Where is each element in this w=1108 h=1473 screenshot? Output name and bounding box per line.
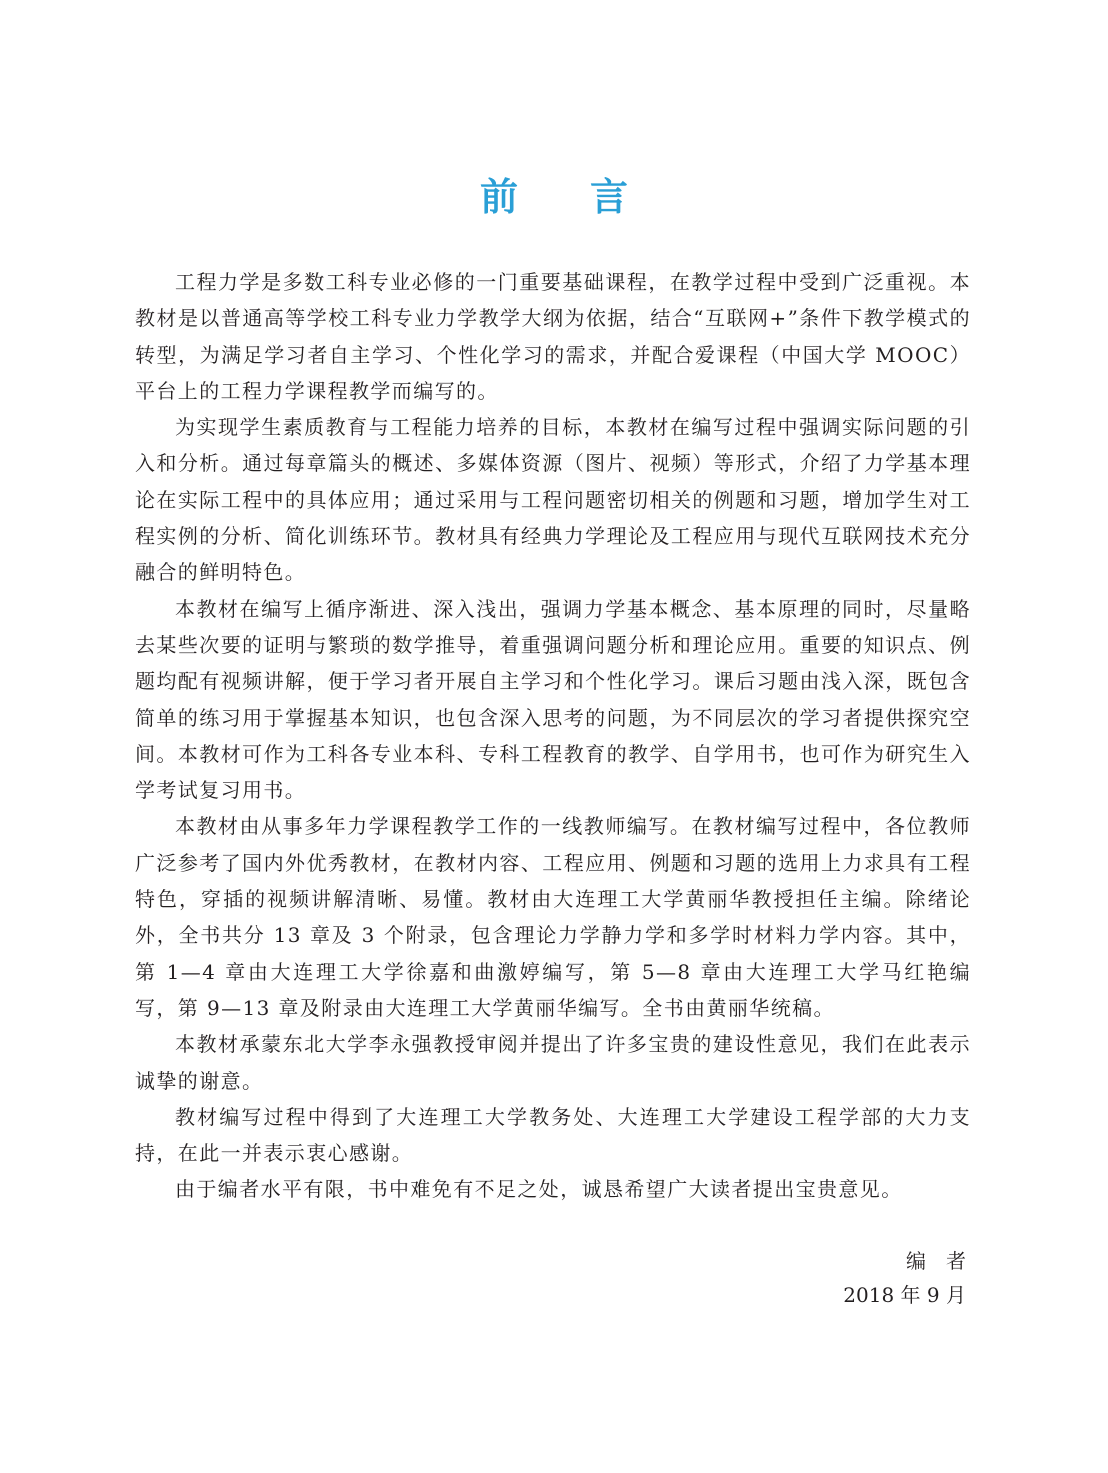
page-title: 前言	[479, 175, 700, 220]
paragraph: 本教材由从事多年力学课程教学工作的一线教师编写。在教材编写过程中，各位教师广泛参考了国内外优秀教材，在教材内容、工程应用、例题和习题的选用上力求具有工程特色，穿插的视频讲解清晰、易懂。教材由大连理工大学黄丽华教授担任主编。除绪论外，全书共分 13 章及 3 个附录，包含理论力学静力学和多学时材料力学内容。其中，第 1—4 章由大连理工大学徐嘉和曲激婷编写，第 5—8 章由大连理工大学马红艳编写，第 9—13 章及附录由大连理工大学黄丽华编写。全书由黄丽华统稿。	[135, 814, 971, 1020]
paragraph: 工程力学是多数工科专业必修的一门重要基础课程，在教学过程中受到广泛重视。本教材是以普通高等学校工科专业力学教学大纲为依据，结合“互联网+”条件下教学模式的转型，为满足学习者自主学习、个性化学习的需求，并配合爱课程（中国大学 MOOC）平台上的工程力学课程教学而编写的。	[135, 270, 971, 403]
paragraph: 本教材承蒙东北大学李永强教授审阅并提出了许多宝贵的建设性意见，我们在此表示诚挚的谢意。	[135, 1032, 971, 1093]
paragraph: 为实现学生素质教育与工程能力培养的目标，本教材在编写过程中强调实际问题的引入和分析。通过每章篇头的概述、多媒体资源（图片、视频）等形式，介绍了力学基本理论在实际工程中的具体应用；通过采用与工程问题密切相关的例题和习题，增加学生对工程实例的分析、简化训练环节。教材具有经典力学理论及工程应用与现代互联网技术充分融合的鲜明特色。	[135, 415, 971, 585]
paragraph: 由于编者水平有限，书中难免有不足之处，诚恳希望广大读者提出宝贵意见。	[175, 1177, 903, 1202]
author-signature: 编者	[906, 1249, 986, 1273]
signature-block	[780, 1244, 986, 1312]
paragraph: 本教材在编写上循序渐进、深入浅出，强调力学基本概念、基本原理的同时，尽量略去某些次要的证明与繁琐的数学推导，着重强调问题分析和理论应用。重要的知识点、例题均配有视频讲解，便于学习者开展自主学习和个性化学习。课后习题由浅入深，既包含简单的练习用于掌握基本知识，也包含深入思考的问题，为不同层次的学习者提供探究空间。本教材可作为工科各专业本科、专科工程教育的教学、自学用书，也可作为研究生入学考试复习用书。	[135, 596, 971, 803]
signature-date: 2018 年 9 月	[843, 1283, 966, 1307]
preface-body	[135, 264, 971, 1208]
paragraph: 教材编写过程中得到了大连理工大学教务处、大连理工大学建设工程学部的大力支持，在此一并表示衷心感谢。	[135, 1104, 971, 1166]
